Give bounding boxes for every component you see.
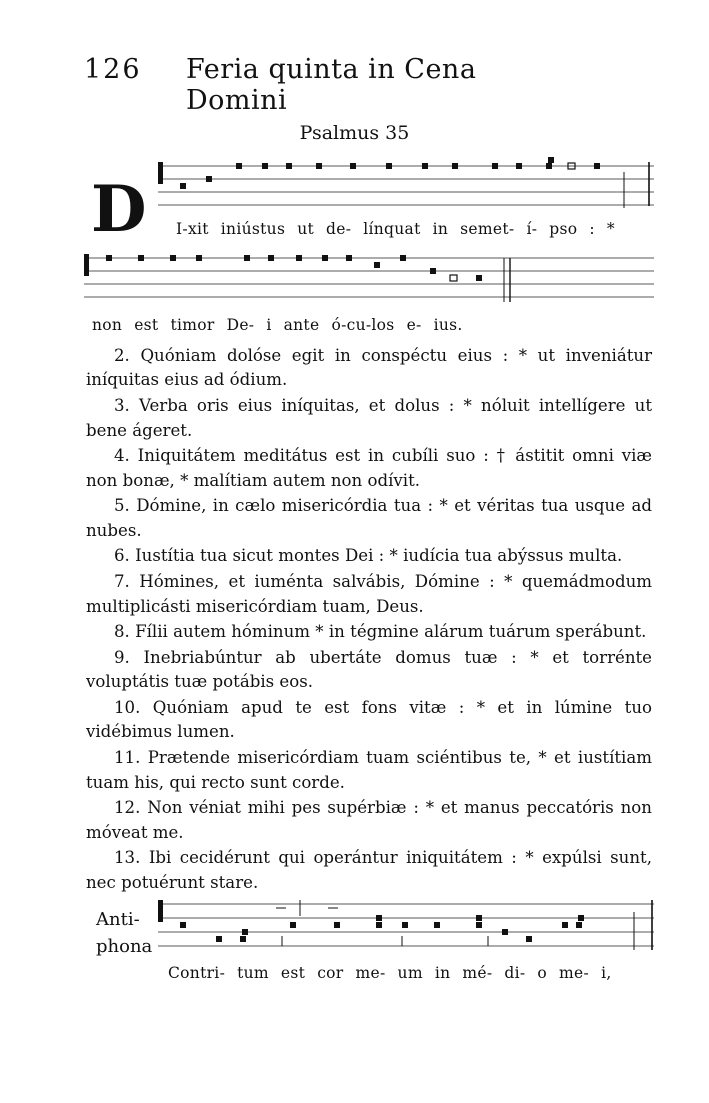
verse: 8. Fílii autem hóminum * in tégmine alárum tuárum sperábunt. xyxy=(114,622,647,642)
syllable: mé- xyxy=(462,964,493,982)
syllable: ó-cu-los xyxy=(331,316,395,334)
verse: 4. Iniquitátem meditátus est in cubíli suo : † ástitit omni viæ non bonæ, * malítiam autem non odívit. xyxy=(86,446,652,490)
syllable: di- xyxy=(504,964,526,982)
syllable: ut xyxy=(297,220,315,238)
syllable: línquat xyxy=(363,220,421,238)
verse: 6. Iustítia tua sicut montes Dei : * iudícia tua abýssus multa. xyxy=(114,546,623,566)
syllable: timor xyxy=(170,316,215,334)
antiphon-staff xyxy=(158,896,654,956)
page-number: 126 xyxy=(84,54,142,85)
page-header xyxy=(84,54,564,116)
chant-staff-2 xyxy=(84,250,654,306)
initial-letter: D xyxy=(91,172,147,247)
antiphon-label-line-1: Anti- xyxy=(96,909,140,930)
psalm-title: Psalmus 35 xyxy=(299,122,410,144)
syllable: i xyxy=(266,316,272,334)
syllable: tum xyxy=(237,964,269,982)
verse: 12. Non véniat mihi pes supérbiæ : * et manus peccatóris non móveat me. xyxy=(86,798,652,842)
syllable: ante xyxy=(283,316,320,334)
verse: 9. Inebriabúntur ab ubertáte domus tuæ : * et torrénte voluptátis tuæ potábis eos. xyxy=(86,647,652,692)
syllable: me- xyxy=(355,964,386,982)
syllable: Contri- xyxy=(168,964,226,982)
syllable: * xyxy=(606,220,615,238)
syllable: I-xit xyxy=(176,220,209,238)
syllable: in xyxy=(434,964,451,982)
verse: 7. Hómines, et iuménta salvábis, Dómine : * quemádmodum multiplicásti misericórdiam tuam, Deus. xyxy=(86,572,652,616)
syllable: est xyxy=(134,316,159,334)
syllable: i, xyxy=(601,964,612,982)
verse: 3. Verba oris eius iníquitas, et dolus : * nóluit intellígere ut bene ágeret. xyxy=(86,396,652,440)
running-title: Feria quinta in Cena Domini xyxy=(186,54,477,116)
psalm-verses xyxy=(86,344,652,897)
syllable: me- xyxy=(559,964,590,982)
syllable: in xyxy=(432,220,449,238)
syllable: ius. xyxy=(433,316,463,334)
syllable: o xyxy=(537,964,548,982)
verse: 11. Prætende misericórdiam tuam sciéntibus te, * et iustítiam tuam his, qui recto sunt corde. xyxy=(86,748,652,792)
syllable: iniústus xyxy=(220,220,286,238)
verse: 2. Quóniam dolóse egit in conspéctu eius : * ut inveniátur iníquitas eius ad ódium. xyxy=(86,346,652,390)
syllable: pso xyxy=(549,220,578,238)
syllable: : xyxy=(589,220,595,238)
antiphon-lyrics xyxy=(168,964,624,982)
syllable: de- xyxy=(326,220,352,238)
syllable: semet- xyxy=(460,220,515,238)
chant-staff-1 xyxy=(150,158,654,212)
syllable: non xyxy=(92,316,123,334)
syllable: um xyxy=(397,964,423,982)
syllable: est xyxy=(280,964,306,982)
syllable: e- xyxy=(406,316,422,334)
verse: 13. Ibi cecidérunt qui operántur iniquitátem : * expúlsi sunt, nec potuérunt stare. xyxy=(86,848,652,892)
antiphon-label-line-2: phona xyxy=(96,936,153,957)
syllable: De- xyxy=(226,316,255,334)
verse: 5. Dómine, in cælo misericórdia tua : * et véritas tua usque ad nubes. xyxy=(86,496,652,540)
chant-lyrics-line-2 xyxy=(92,316,475,334)
syllable: í- xyxy=(526,220,538,238)
verse: 10. Quóniam apud te est fons vitæ : * et in lúmine tuo vidébimus lumen. xyxy=(86,698,652,742)
chant-lyrics-line-1 xyxy=(176,220,627,238)
syllable: cor xyxy=(317,964,344,982)
antiphon-label xyxy=(96,906,152,960)
